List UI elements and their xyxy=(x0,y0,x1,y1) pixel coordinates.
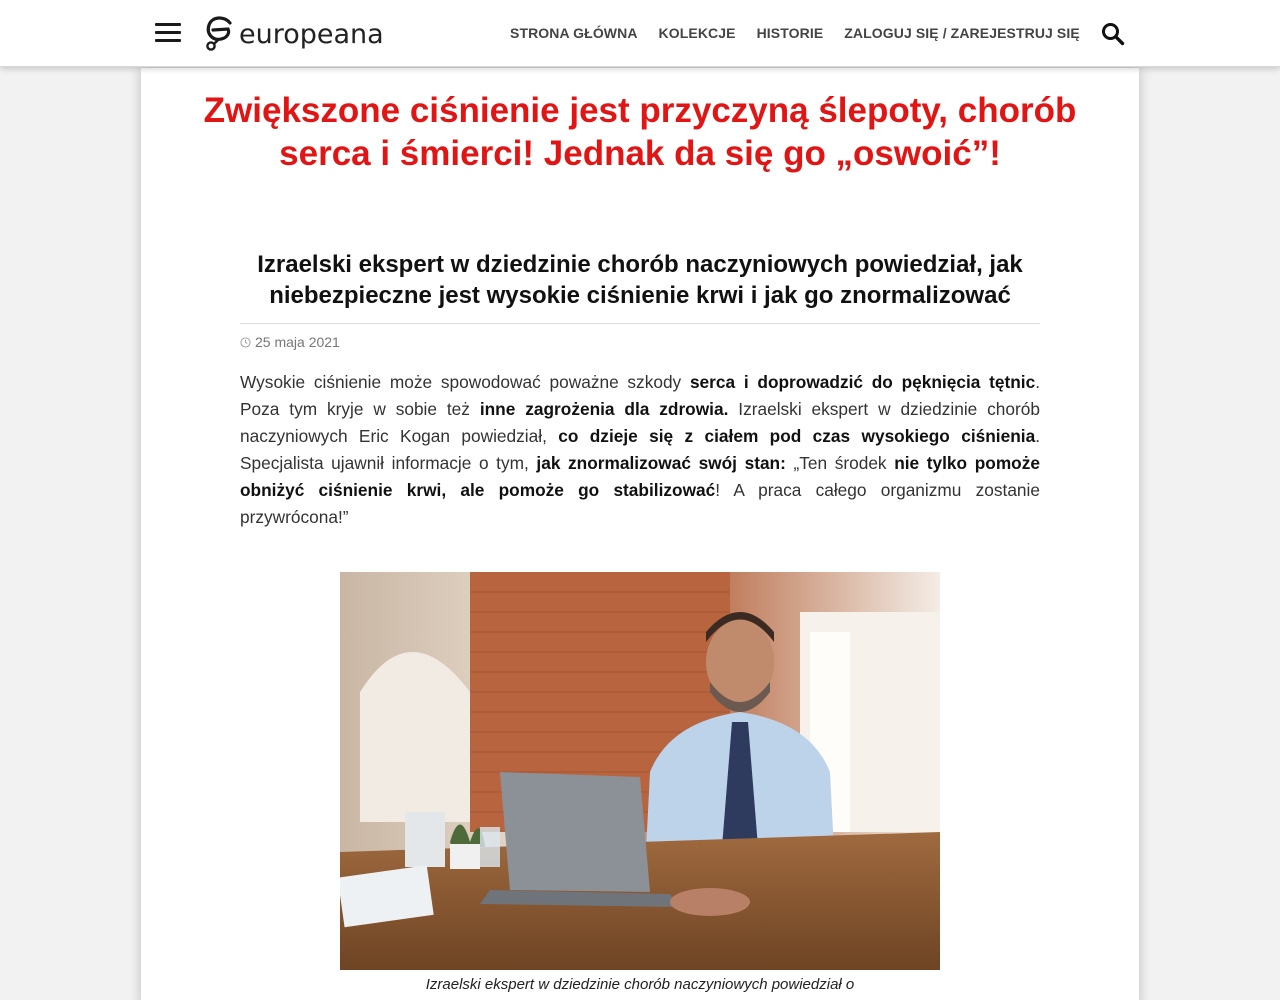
clock-icon xyxy=(240,337,251,348)
main-nav xyxy=(510,25,1101,41)
nav-collections[interactable]: KOLEKCJE xyxy=(658,25,736,41)
article-headline: Zwiększone ciśnienie jest przyczyną ślepoty, chorób serca i śmierci! Jednak da się go „oswoić”! xyxy=(203,91,1077,173)
article-photo xyxy=(340,572,940,970)
date-text: 25 maja 2021 xyxy=(255,334,340,350)
hamburger-menu-icon[interactable] xyxy=(155,22,181,44)
divider xyxy=(240,323,1040,324)
article-subheadline: Izraelski ekspert w dziedzinie chorób naczyniowych powiedział, jak niebezpieczne jest wysokie ciśnienie krwi i jak go znormalizować xyxy=(257,251,1023,310)
europeana-logo-icon xyxy=(203,14,237,54)
logo-text: europeana xyxy=(239,18,384,50)
article-lead-paragraph: Wysokie ciśnienie może spowodować poważne szkody serca i doprowadzić do pęknięcia tętnic. Poza tym kryje w sobie też inne zagrożenia dla zdrowia. Izraelski ekspert w dziedzinie chorób naczyniowych Eric Kogan powiedział, co dzieje się z ciałem pod czas wysokiego ciśnienia. Specjalista ujawnił informacje o tym, jak znormalizować swój stan: „Ten środek nie tylko pomoże obniżyć ciśnienie krwi, ale pomoże go stabilizować! A praca całego organizmu zostanie przywrócona!” xyxy=(240,372,1041,527)
search-icon[interactable] xyxy=(1101,22,1125,46)
nav-home[interactable]: STRONA GŁÓWNA xyxy=(510,25,638,41)
nav-stories[interactable]: HISTORIE xyxy=(756,25,824,41)
photo-caption: Izraelski ekspert w dziedzinie chorób naczyniowych powiedział o xyxy=(425,976,855,993)
europeana-logo[interactable] xyxy=(203,14,384,54)
site-header xyxy=(0,0,1280,67)
article-date xyxy=(240,334,340,350)
nav-login-register[interactable]: ZALOGUJ SIĘ / ZAREJESTRUJ SIĘ xyxy=(844,25,1080,41)
